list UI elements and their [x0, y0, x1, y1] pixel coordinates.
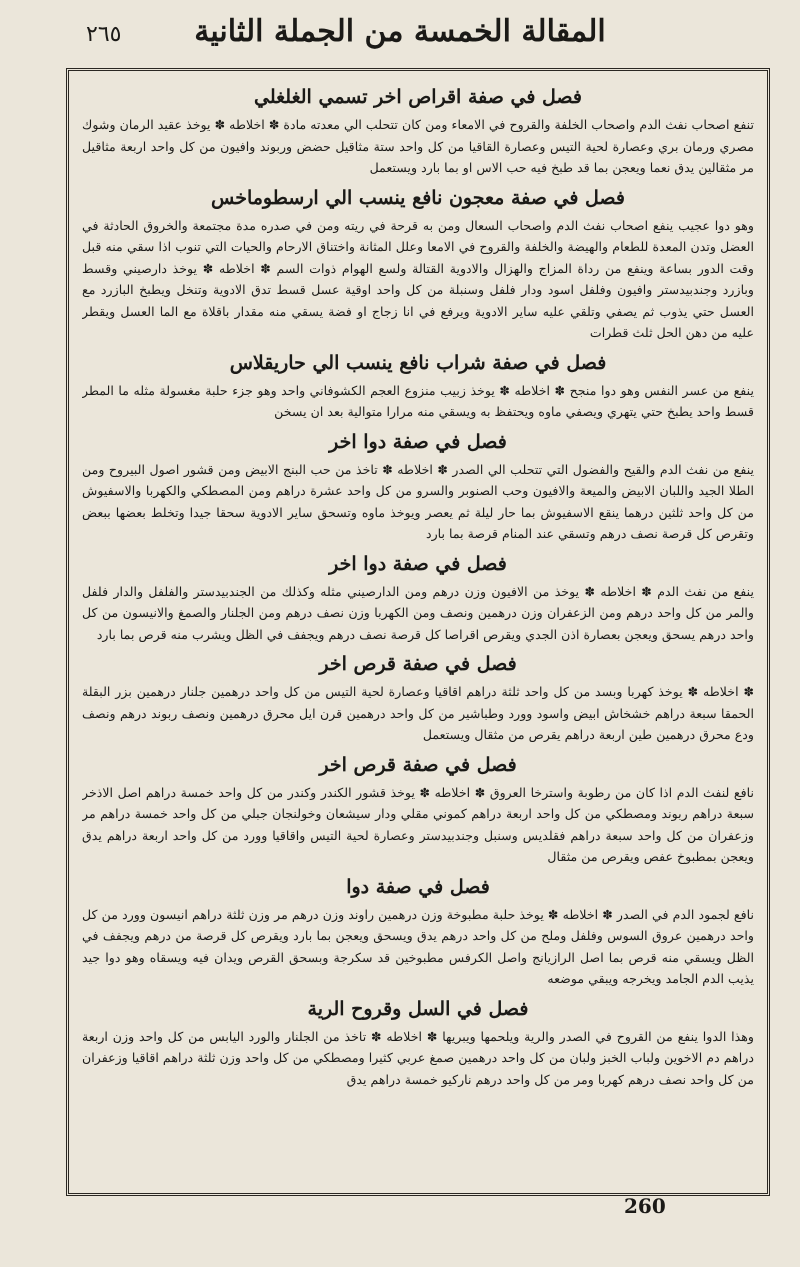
section-paragraph: نافع لجمود الدم في الصدر ✽ اخلاطه ✽ يوخذ حلبة مطبوخة وزن درهمين راوند وزن درهم مر وزن ثلثة دراهم انيسون وورد من كل واحد درهمين عروق السوس وفلفل وملح من كل واحد درهم يدق ويسحق ويعجن بما بارد ويقرص كل قرصة من درهم ويجفف في الظل ويسقي منه قرص بما اصل الرازيانج واصل الكرفس مطبوخين قد سكرجة وبسحق القرص ويدان فيه ويسقاه وهو دوا جيد يذيب الدم الجامد ويخرجه ويبقي موضعه: [82, 906, 754, 986]
section-paragraph: وهو دوا عجيب ينفع اصحاب نفث الدم واصحاب السعال ومن به قرحة في ريته ومن في صدره مدة مجتمعة والخروق الحادثة في العضل وتدن المعدة للطعام والهيضة والخلفة والقروح في الامعا وعلل المثانة واختناق الارحام والحيات التي تنوب اذا سقي منه قبل وقت الدور بساعة وينفع من رداة المزاج والهزال والادوية القتالة ولسع الهوام ذوات السم ✽ اخلاطه ✽ يوخذ دارصيني وقسط وبازرد وجندبيدستر وافيون وفلفل اسود ودار فلفل وسنبلة من كل واحد اوقية عسل قسط تدق الادوية وتنخل ويطبخ البازرد مع العسل حتي يذوب ثم يصفي وتلقي عليه ساير الادوية ويرفع في انا زجاج او فضة يسقي منه مقدار باقلاة مع الما العسل ويقطر عليه من دهن الحل ثلث قطرات: [82, 217, 754, 340]
section-heading: فصل في صفة معجون نافع ينسب الي ارسطوماخس: [211, 186, 625, 209]
section-paragraph: تنفع اصحاب نفث الدم واصحاب الخلفة والقروح في الامعاء ومن كان تتحلب الي معدته مادة ✽ اخلاطه ✽ يوخذ عقيد الرمان وشوك مصري ورمان بري وعصارة لحية التيس وعصارة القاقيا من كل واحد ستة مثاقيل حضض وربوند وافيون من كل واحد اربعة مثاقيل مر مثقالين يدق نعما ويعجن بما قد طبخ فيه حب الاس او بما بارد ويستعمل: [82, 117, 754, 175]
page-number-bottom: 260: [624, 1194, 666, 1218]
section-paragraph: ينفع من عسر النفس وهو دوا منجح ✽ اخلاطه ✽ يوخذ زبيب منزوع العجم الكشوفاني واحد وهو جزء حلبة مغسولة مثله ما المطر قسط واحد يطبخ حتي يتهري ويصفي ماوه ويحتفظ به ويسقي منه مرارا متوالية بعد ان يسخن: [82, 382, 754, 419]
section-heading: فصل في صفة قرص اخر: [319, 653, 517, 675]
section-heading: فصل في صفة قرص اخر: [319, 753, 517, 776]
section-heading: فصل في السل وقروح الرية: [307, 997, 529, 1020]
running-title: المقالة الخمسة من الجملة الثانية: [194, 14, 606, 49]
section-paragraph: وهذا الدوا ينفع من القروح في الصدر والرية ويلحمها ويبريها ✽ اخلاطه ✽ تاخذ من الجلنار والورد اليابس من كل واحد وزن اربعة دراهم دم الاخوين ولباب الخبز ولبان من كل واحد درهمين صمغ عربي كثيرا ومصطكي من كل واحد وزن ثلثة دراهم اقاقيا وزعفران من كل واحد نصف درهم كهربا ومر من كل واحد درهم ناركيو خمسة دراهم يدق: [82, 1028, 754, 1087]
section-heading: فصل في صفة دوا: [346, 875, 490, 898]
section-paragraph: ✽ اخلاطه ✽ يوخذ كهربا وبسد من كل واحد ثلثة دراهم اقاقيا وعصارة لحية التيس من كل واحد درهمين جلنار درهمين بزر البقلة الحمقا سبعة دراهم خشخاش ابيض واسود وورد وطباشير من كل واحد درهمين قرن ايل محرق درهمين ونصف ربوند درهم ونصف ودع محرق درهمين طين اربعة دراهم يقرص من مثقال ويستعمل: [82, 684, 754, 742]
section-paragraph: نافع لنفث الدم اذا كان من رطوبة واسترخا العروق ✽ اخلاطه ✽ يوخذ قشور الكندر وكندر من كل واحد خمسة دراهم اصل الاذخر سبعة دراهم ربوند ومصطكي من كل واحد اربعة دراهم كموني مقلي ودار سيشعان وخولنجان جبلي من كل واحد خمسة دراهم مر وزعفران من كل واحد سبعة دراهم فقلديس وسنبل وجندبيدستر وعصارة لحية التيس واقاقيا وورد من كل واحد اربعة دراهم يدق ويعجن بمطبوخ عفص ويقرص من مثقال: [82, 784, 754, 864]
page-content: [82, 78, 754, 1190]
section-heading: فصل في صفة دوا اخر: [329, 430, 507, 453]
section-heading: فصل في صفة دوا اخر: [329, 552, 507, 575]
page-number-top: ٢٦٥: [86, 22, 122, 47]
section-paragraph: ينفع من نفث الدم والقيح والفضول التي تتحلب الي الصدر ✽ اخلاطه ✽ تاخذ من حب البنج الابيض ومن قشور اصول البيروح ومن الطلا الجيد واللبان الابيض والميعة والافيون وحب الصنوبر والسرو من كل واحد عشرة دراهم ومن المصطكي والكهربا والاسفيوش من كل واحد ثلثين درهما ينقع الاسفيوش بما حار ليلة ثم يعصر ويوخذ ماوه وتسحق ساير الادوية سحقا جيدا وتخلط بعضها ببعض وتقرص كل قرصة نصف درهم وتسقي عند المنام قرصة بما بارد: [82, 461, 754, 541]
section-heading: فصل في صفة اقراص اخر تسمي الغلغلي: [254, 86, 582, 108]
section-paragraph: ينفع من نفث الدم ✽ اخلاطه ✽ يوخذ من الافيون وزن درهم ومن الدارصيني مثله وكذلك من الجندبيدستر والفلفل والدار فلفل والمر من كل واحد درهم ومن الزعفران وزن درهمين ونصف ومن الكهربا وزن نصف درهم ومن الجلنار والصمغ والانيسون من كل واحد درهم يسحق ويعجن بعصارة اذن الجدي ويقرص اقراصا كل قرصة نصف درهم ويجفف في الظل ويشرب منه قرص بما بارد: [82, 583, 754, 642]
section-heading: فصل في صفة شراب نافع ينسب الي حاريقلاس: [229, 351, 607, 374]
